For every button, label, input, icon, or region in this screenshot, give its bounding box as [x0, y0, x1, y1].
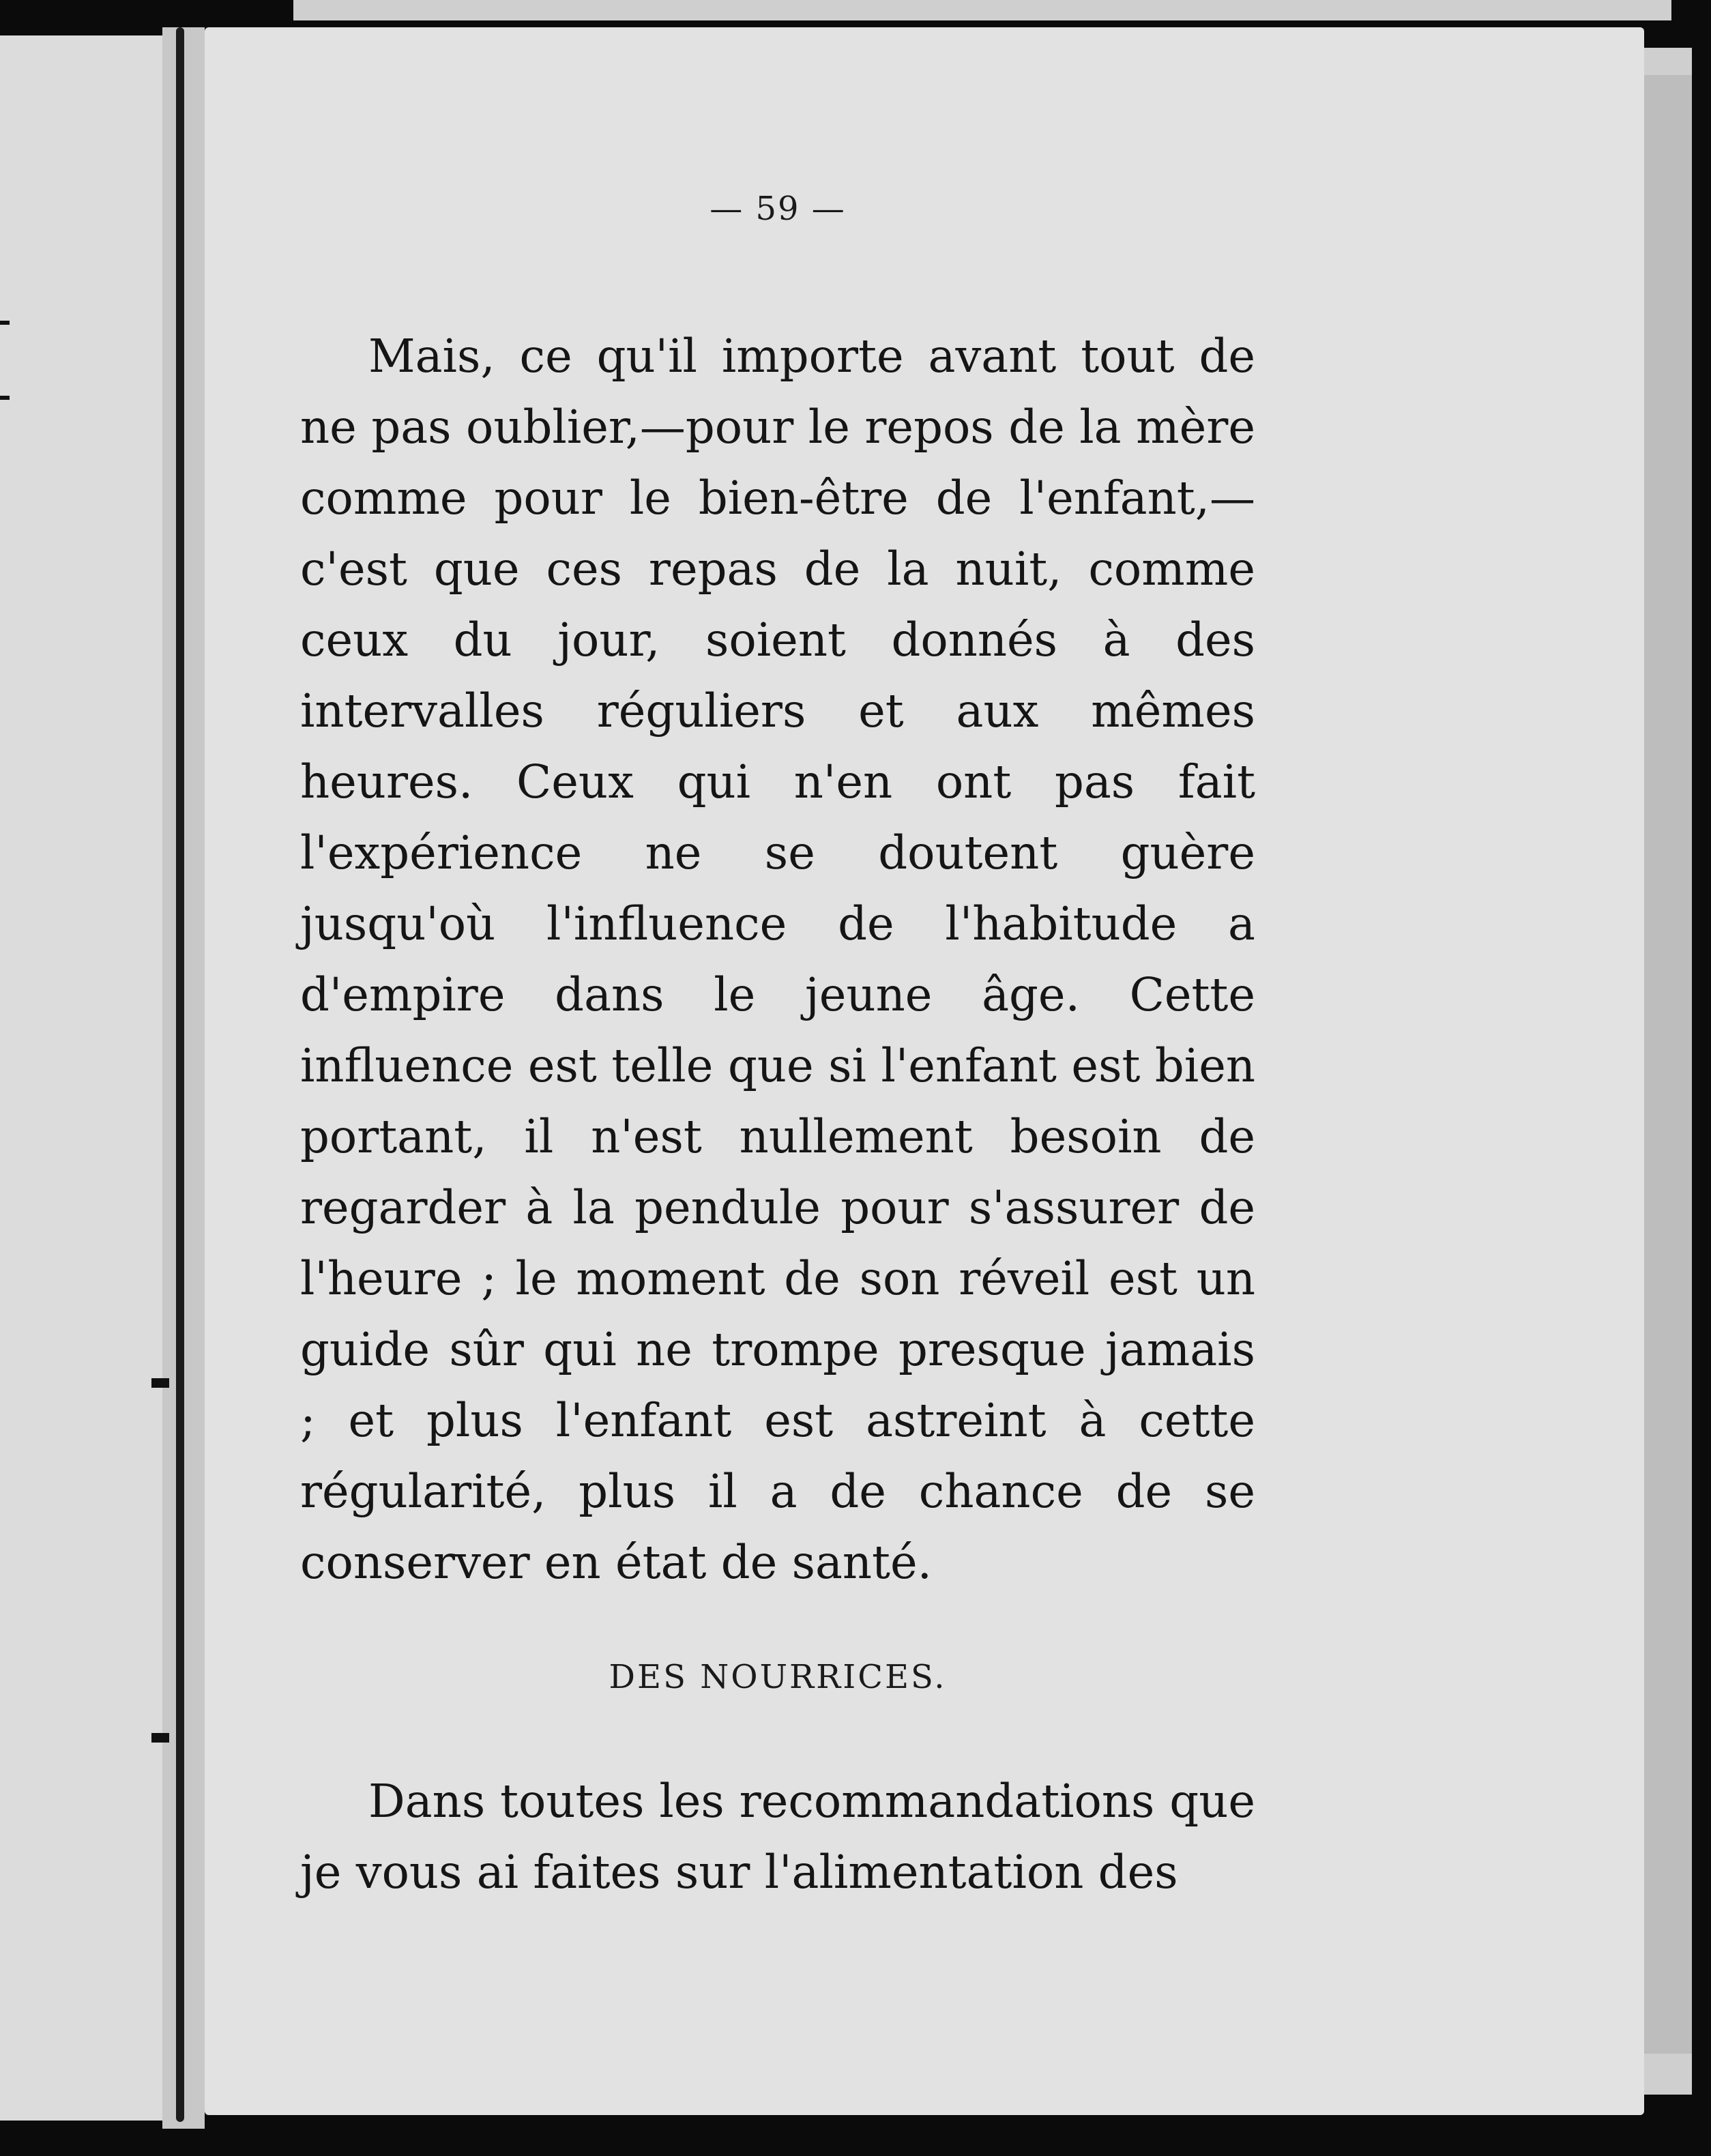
- scan-top-edge: [293, 0, 1671, 20]
- paragraph: Dans toutes les recommandations que je vous ai faites sur l'alimentation des: [300, 1775, 1255, 1899]
- scan-mark: [151, 1378, 169, 1388]
- scan-mark: [0, 321, 10, 325]
- book-page: [205, 27, 1644, 2115]
- scan-mark: [0, 396, 10, 400]
- section-heading: DES NOURRICES.: [609, 1658, 947, 1696]
- paragraph: Mais, ce qu'il importe avant tout de ne pas oublier,—pour le repos de la mère comme pour le bien-être de l'enfant,—c'est que ces repas de la nuit, comme ceux du jour, soient donnés à des intervalles réguliers et aux mêmes heures. Ceux qui n'en ont pas fait l'expérience ne se doutent guère jusqu'où l'influence de l'habitude a d'empire dans le jeune âge. Cette influence est telle que si l'enfant est bien portant, il n'est nullement besoin de regarder à la pendule pour s'assurer de l'heure ; le moment de son réveil est un guide sûr qui ne trompe presque jamais ; et plus l'enfant est astreint à cette régularité, plus il a de chance de se conserver en état de santé.: [300, 330, 1255, 1589]
- page-number: — 59 —: [710, 190, 846, 228]
- scan-mark: [151, 1733, 169, 1743]
- binding-shadow: [176, 27, 184, 2122]
- facing-page-left: [0, 35, 162, 2121]
